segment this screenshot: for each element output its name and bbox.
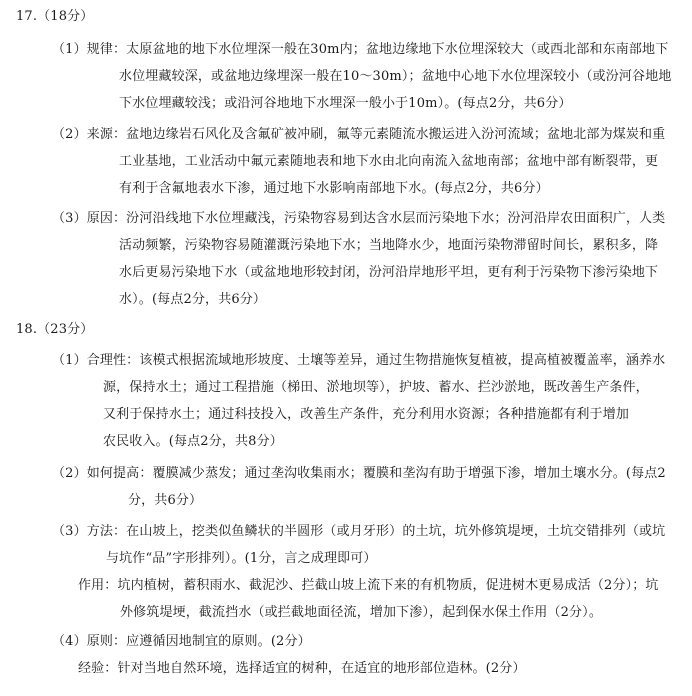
q17-p1-line2: 水位埋藏较深，或盆地边缘埋深一般在10～30m）；盆地中心地下水位埋深较小（或汾河谷地地: [119, 69, 672, 84]
q17-p1-line3: 下水位埋藏较浅；或沿河谷地地下水埋深一般小于10m）。(每点2分，共6分）: [119, 96, 572, 111]
q17-p2-line1: （2）来源：盆地边缘岩石风化及含氟矿被冲刷，氟等元素随流水搬运进入汾河流域；盆地北部为煤炭和重: [52, 127, 666, 142]
q18-p3-line2: 与坑作“品”字形排列）。(1分，言之成理即可）: [106, 551, 377, 566]
q18-p3-line1: （3）方法：在山坡上，挖类似鱼鳞状的半圆形（或月牙形）的土坑，坑外修筑堤埂，土坑交错排列（或坑: [52, 524, 666, 539]
q18-p2-line1: （2）如何提高：覆膜减少蒸发；通过垄沟收集雨水；覆膜和垄沟有助于增强下渗，增加土壤水分。(每点2: [52, 466, 666, 481]
q18-p3b-line1: 作用：坑内植树，蓄积雨水、截泥沙、拦截山坡上流下来的有机物质，促进树木更易成活（2分）；坑: [78, 578, 659, 593]
q18-p3b-line2: 外修筑堤埂，截流挡水（或拦截地面径流，增加下渗），起到保水保土作用（2分）。: [120, 605, 602, 620]
q18-p1-line2: 源，保持水土；通过工程措施（梯田、淤地坝等），护坡、蓄水、拦沙淤地，既改善生产条件，: [103, 380, 649, 395]
q18-p1-line3: 又利于保持水土；通过科技投入，改善生产条件，充分利用水资源；各种措施都有利于增加: [103, 407, 630, 422]
q17-p2-line3: 有利于含氟地表水下渗，通过地下水影响南部地下水。(每点2分，共6分）: [119, 181, 549, 196]
q17-p3-line1: （3）原因：汾河沿线地下水位埋藏浅，污染物容易到达含水层而污染地下水；汾河沿岸农田面积广，人类: [52, 211, 666, 226]
q17-p3-line4: 水）。(每点2分，共6分）: [119, 292, 267, 307]
q18-p4-line1: （4）原则：应遵循因地制宜的原则。(2分）: [52, 634, 311, 649]
q17-p3-line2: 活动频繁，污染物容易随灌溉污染地下水；当地降水少，地面污染物滞留时间长，累积多，降: [119, 238, 659, 253]
q18-p2-line2: 分，共6分）: [128, 493, 203, 508]
q17-heading: 17.（18分）: [16, 9, 94, 24]
q17-p3-line3: 水后更易污染地下水（或盆地地形较封闭，汾河沿岸地形平坦，更有利于污染物下渗污染地下: [119, 265, 659, 280]
q18-heading: 18.（23分）: [16, 322, 94, 337]
q18-p1-line4: 农民收入。(每点2分，共8分）: [103, 434, 283, 449]
q17-p2-line2: 工业基地，工业活动中氟元素随地表和地下水由北向南流入盆地南部；盆地中部有断裂带，更: [119, 154, 659, 169]
q18-p1-line1: （1）合理性：该模式根据流域地形坡度、土壤等差异，通过生物措施恢复植被，提高植被覆盖率，涵养水: [52, 353, 666, 368]
q18-p4b-line1: 经验：针对当地自然环境，选择适宜的树种，在适宜的地形部位造林。(2分）: [78, 661, 526, 676]
q17-p1-line1: （1）规律：太原盆地的地下水位埋深一般在30m内；盆地边缘地下水位埋深较大（或西北部和东南部地下: [52, 42, 669, 57]
